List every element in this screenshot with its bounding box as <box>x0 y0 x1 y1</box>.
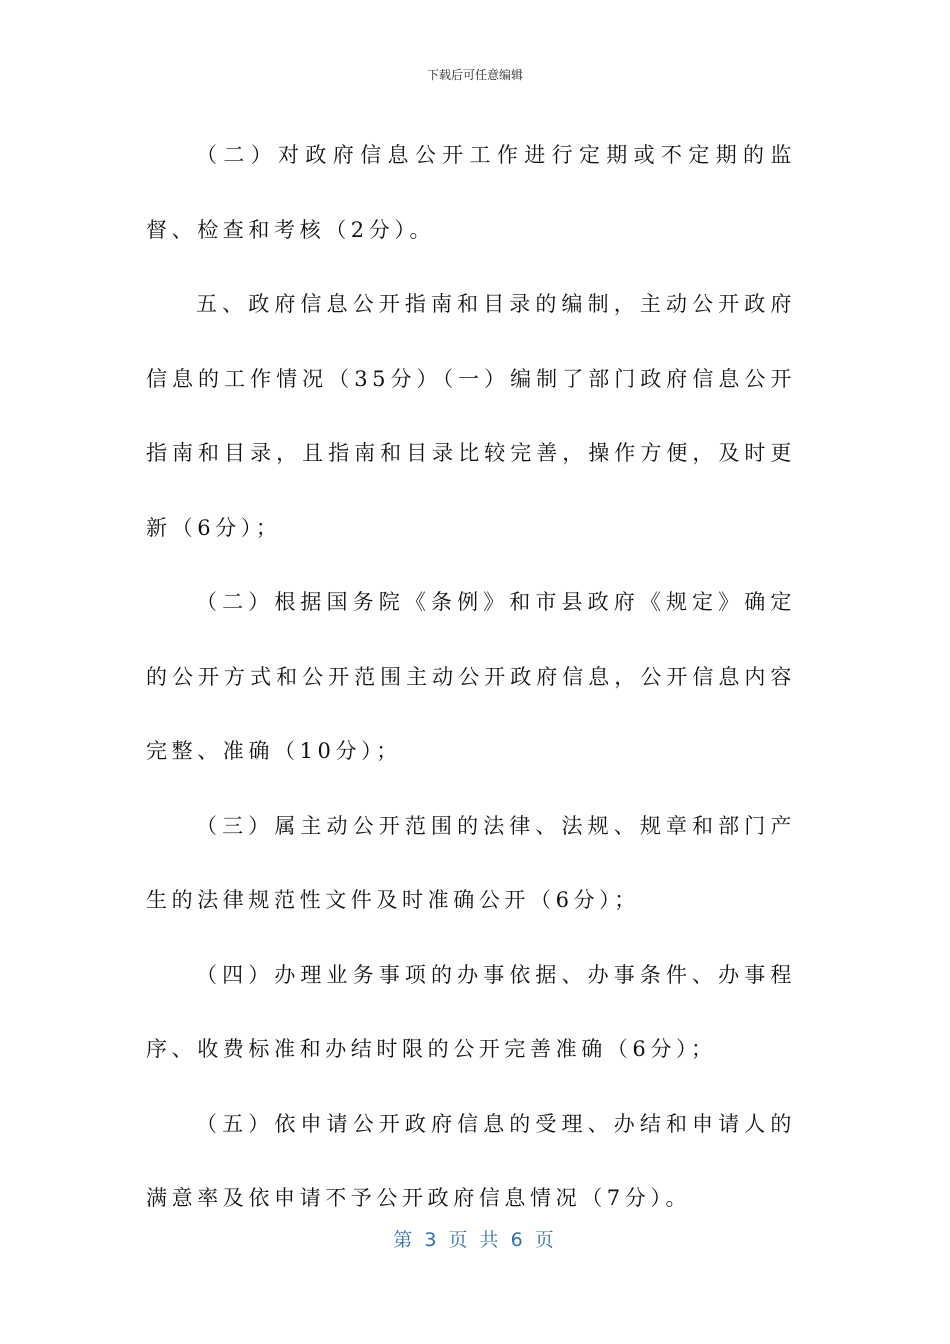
paragraph: （二）根据国务院《条例》和市县政府《规定》确定的公开方式和公开范围主动公开政府信息，公开信息内容完整、准确（10分）； <box>146 590 796 763</box>
current-page-number: 3 <box>424 1229 440 1251</box>
paragraph: （五）依申请公开政府信息的受理、办结和申请人的满意率及依申请不予公开政府信息情况（7分）。 <box>146 1111 796 1210</box>
page-label-prefix: 第 <box>393 1229 425 1251</box>
page-label-suffix: 页 <box>525 1229 557 1251</box>
paragraph: （三）属主动公开范围的法律、法规、规章和部门产生的法律规范性文件及时准确公开（6分）； <box>146 813 796 912</box>
page-footer <box>0 1225 950 1252</box>
page-label-middle: 页 共 <box>439 1229 511 1251</box>
page-header-note: 下载后可任意编辑 <box>426 68 523 82</box>
paragraph: （四）办理业务事项的办事依据、办事条件、办事程序、收费标准和办结时限的公开完善准确（6分）； <box>146 962 796 1061</box>
paragraph: （二）对政府信息公开工作进行定期或不定期的监督、检查和考核（2分）。 <box>146 143 796 242</box>
total-pages-number: 6 <box>510 1229 526 1251</box>
document-body <box>146 118 796 1236</box>
paragraph: 五、政府信息公开指南和目录的编制，主动公开政府信息的工作情况（35分）（一）编制了部门政府信息公开指南和目录，且指南和目录比较完善，操作方便，及时更新（6分）； <box>146 292 796 540</box>
